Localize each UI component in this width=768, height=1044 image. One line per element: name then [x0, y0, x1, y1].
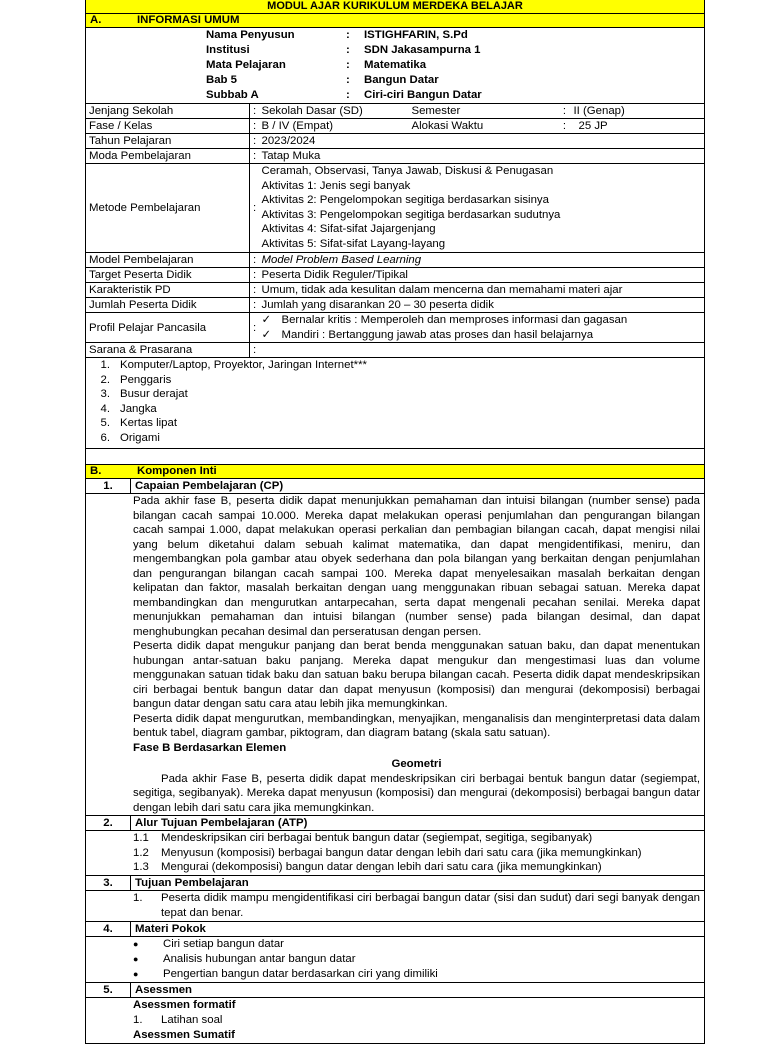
- list-item: 6. Origami: [100, 431, 160, 444]
- atp-header: 2. Alur Tujuan Pembelajaran (ATP): [85, 816, 705, 831]
- formative-heading: Asessmen formatif: [133, 998, 236, 1011]
- materi-header: 4. Materi Pokok: [85, 922, 705, 937]
- list-item: 2. Penggaris: [100, 373, 172, 386]
- phase-heading: Fase B Berdasarkan Elemen: [133, 741, 287, 754]
- general-info-table: [85, 104, 705, 449]
- method-line: Aktivitas 5: Sifat-sifat Layang-layang: [261, 237, 446, 250]
- materi-list: [133, 937, 700, 982]
- list-item: 1. Komputer/Laptop, Proyektor, Jaringan Internet***: [100, 359, 367, 371]
- section-b-header: [85, 464, 705, 479]
- info-row-year: Tahun Pelajaran : 2023/2024: [86, 134, 705, 149]
- checkmark-icon: ✓: [261, 328, 272, 341]
- info-row-characteristic: Karakteristik PD : Umum, tidak ada kesulitan dalam mencerna dan memahami materi ajar: [86, 283, 705, 298]
- cp-paragraph: Peserta didik dapat mengukur panjang dan berat benda menggunakan satuan baku, dan dapat menentukan hubungan antar-satuan baku panjang. Mereka dapat mengukur dan mengestimasi luas dan volume menggunakan satuan tidak baku dan satuan baku berupa bilangan cacah. Peserta didik dapat mendeskripsikan ciri berbagai bentuk bangun datar dan dapat menyusun (komposisi) dan mengurai (dekomposisi) berbagai bangun datar dengan satu cara atau lebih jika memungkinkan.: [133, 640, 700, 710]
- section-a-title: INFORMASI UMUM: [137, 14, 240, 26]
- list-item: 1.3 Mengurai (dekomposisi) bangun datar dengan lebih dari satu cara (jika memungkinkan): [133, 861, 602, 873]
- list-item: 5. Kertas lipat: [100, 417, 177, 429]
- atp-list: [133, 831, 700, 875]
- list-item: 1. Peserta didik mampu mengidentifikasi ciri berbagai bangun datar (sisi dan sudut) dari segi banyak dengan tepat dan benar.: [133, 891, 700, 919]
- section-a-header: [85, 13, 705, 28]
- header-row-subject: Mata Pelajaran : Matematika: [206, 59, 427, 71]
- bullet-icon: ●: [133, 968, 139, 979]
- info-row-model: Model Pembelajaran : Model Problem Based Learning: [86, 253, 705, 268]
- list-item: 1.2 Menyusun (komposisi) berbagai bangun datar dengan lebih dari satu cara (jika memungkinkan): [133, 846, 642, 859]
- header-row-author: Nama Penyusun : ISTIGHFARIN, S.Pd: [206, 29, 468, 41]
- asesmen-header: 5. Asessmen: [85, 983, 705, 998]
- method-line: Aktivitas 2: Pengelompokan segitiga berdasarkan sisinya: [261, 194, 549, 206]
- header-row-subchapter: Subbab A : Ciri-ciri Bangun Datar: [206, 89, 482, 101]
- info-row-method: Metode Pembelajaran : Ceramah, Observasi, Tanya Jawab, Diskusi & Penugasan Aktivitas 1: Jenis segi banyak Aktivitas 2: Pengelompokan segitiga berdasarkan sisinya Aktivitas 3: Pengelompokan segitiga berdasarkan sudutnya Aktivitas 4: Sifat-sifat Jajargenjang Aktivitas 5: Sifat-sifat Layang-layang: [86, 164, 705, 253]
- facilities-list-row: [86, 358, 705, 449]
- list-item: ✓ Mandiri : Bertanggung jawab atas proses dan hasil belajarnya: [261, 328, 594, 341]
- list-item: 1.1 Mendeskripsikan ciri berbagai bentuk bangun datar (segiempat, segitiga, segibanyak): [133, 832, 593, 844]
- info-row-count: Jumlah Peserta Didik : Jumlah yang disarankan 20 – 30 peserta didik: [86, 298, 705, 313]
- list-item: ● Ciri setiap bangun datar: [133, 937, 284, 950]
- author-info-block: [85, 28, 705, 104]
- header-row-institution: Institusi : SDN Jakasampurna 1: [206, 44, 481, 56]
- cp-paragraph: Pada akhir fase B, peserta didik dapat menunjukkan pemahaman dan intuisi bilangan (number sense) pada bilangan cacah sampai 10.000. Mereka dapat melakukan operasi penjumlahan dan pengurangan bilangan cacah sampai 1.000, dapat melakukan operasi perkalian dan pembagian bilangan cacah, dapat mengisi nilai yang belum diketahui dalam sebuah kalimat matematika, dan dapat mengidentifikasi, meniru, dan mengembangkan pola gambar atau obyek sederhana dan pola bilangan yang berkaitan dengan penjumlahan dan pengurangan bilangan cacah sampai 100. Mereka dapat menyelesaikan masalah berkaitan dengan kelipatan dan faktor, masalah berkaitan dengan uang menggunakan ribuan sebagai satuan. Mereka dapat membandingkan dan mengurutkan antarpecahan, serta dapat mengenali pecahan senilai. Mereka dapat menunjukkan pemahaman dan intuisi bilangan (number sense) pada bilangan desimal, dan dapat menghubungkan pecahan desimal dan perseratusan dengan persen.: [133, 495, 700, 638]
- bullet-icon: ●: [133, 953, 139, 964]
- list-item: ✓ Bernalar kritis : Memperoleh dan memproses informasi dan gagasan: [261, 314, 628, 326]
- bullet-icon: ●: [133, 938, 139, 949]
- document-title: MODUL AJAR KURIKULUM MERDEKA BELAJAR: [85, 0, 705, 14]
- atp-body: [85, 831, 705, 876]
- summative-heading: Asessmen Sumatif: [133, 1028, 235, 1041]
- profile-list: [262, 313, 702, 342]
- list-item: 3. Busur derajat: [100, 388, 188, 400]
- method-line: Ceramah, Observasi, Tanya Jawab, Diskusi & Penugasan: [261, 165, 554, 177]
- info-row-target: Target Peserta Didik : Peserta Didik Reguler/Tipikal: [86, 268, 705, 283]
- section-a-letter: A.: [90, 14, 102, 26]
- list-item: ● Analisis hubungan antar bangun datar: [133, 952, 356, 965]
- info-row-profile: Profil Pelajar Pancasila : ✓ Bernalar kritis : Memperoleh dan memproses informasi dan gagasan ✓ Mandiri : Bertanggung jawab atas proses dan hasil belajarnya: [86, 313, 705, 343]
- facilities-list: [86, 358, 704, 445]
- method-line: Aktivitas 4: Sifat-sifat Jajargenjang: [261, 223, 436, 235]
- checkmark-icon: ✓: [261, 314, 272, 326]
- section-b-title: Komponen Inti: [137, 465, 217, 477]
- info-row-level: Jenjang Sekolah : Sekolah Dasar (SD) Semester : II (Genap): [86, 104, 705, 119]
- info-row-phase: Fase / Kelas : B / IV (Empat) Alokasi Waktu : 25 JP: [86, 119, 705, 134]
- geometry-heading: Geometri: [391, 758, 442, 770]
- lesson-module-sheet: [85, 0, 705, 1044]
- materi-body: [85, 937, 705, 983]
- cp-paragraph: Peserta didik dapat mengurutkan, membandingkan, menyajikan, menganalisis dan menginterpretasi data dalam bentuk tabel, diagram gambar, piktogram, dan diagram batang (skala satu satuan).: [133, 712, 700, 739]
- section-b-letter: B.: [90, 465, 102, 477]
- asesmen-body: [85, 998, 705, 1044]
- info-row-mode: Moda Pembelajaran : Tatap Muka: [86, 149, 705, 164]
- list-item: 4. Jangka: [100, 402, 157, 415]
- list-item: 1. Latihan soal: [133, 1013, 223, 1026]
- cp-header: 1. Capaian Pembelajaran (CP): [85, 479, 705, 494]
- spacer: [85, 449, 705, 465]
- list-item: ● Pengertian bangun datar berdasarkan ciri yang dimiliki: [133, 967, 438, 980]
- tujuan-body: [85, 891, 705, 922]
- cp-body: [85, 494, 705, 816]
- header-row-chapter: Bab 5 : Bangun Datar: [206, 74, 439, 86]
- method-line: Aktivitas 3: Pengelompokan segitiga berdasarkan sudutnya: [261, 208, 561, 221]
- cp-paragraph: Pada akhir Fase B, peserta didik dapat mendeskripsikan ciri berbagai bentuk bangun datar (segiempat, segitiga, segibanyak). Mereka dapat menyusun (komposisi) dan mengurai (dekomposisi) berbagai bangun datar dengan lebih dari satu cara jika memungkinkan.: [133, 772, 700, 814]
- info-row-facilities: Sarana & Prasarana :: [86, 343, 705, 358]
- tujuan-header: 3. Tujuan Pembelajaran: [85, 876, 705, 891]
- method-line: Aktivitas 1: Jenis segi banyak: [261, 179, 411, 192]
